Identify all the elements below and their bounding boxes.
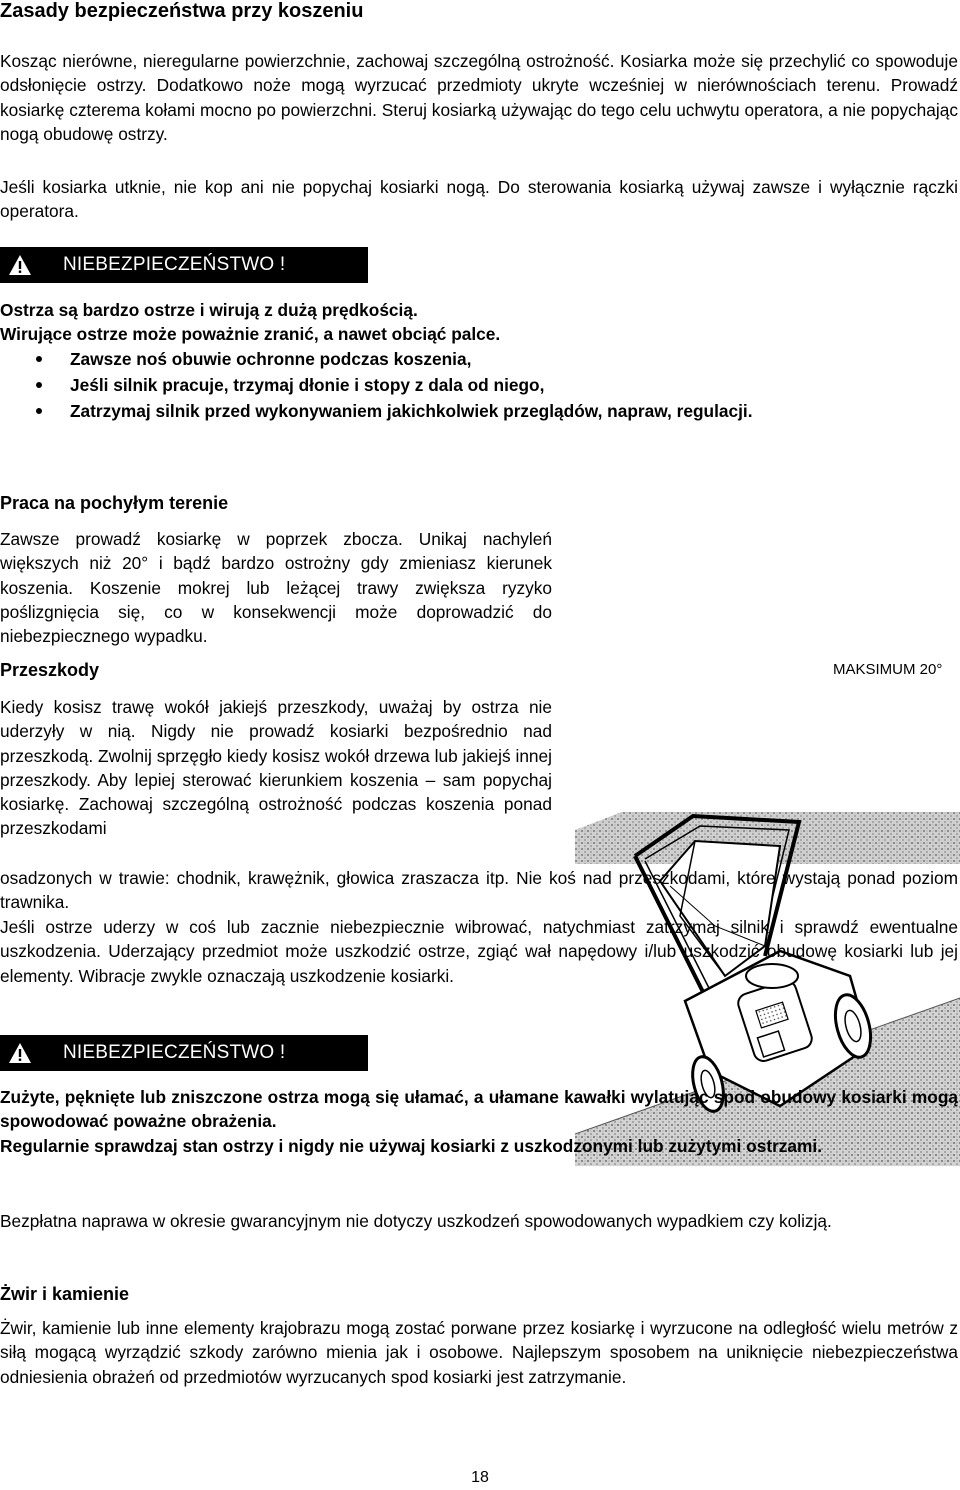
danger1-line1: Ostrza są bardzo ostrze i wirują z dużą prędkością. bbox=[0, 300, 418, 320]
stuck-paragraph: Jeśli kosiarka utknie, nie kop ani nie popychaj kosiarki nogą. Do sterowania kosiarką używaj zawsze i wyłącznie rączki operatora. bbox=[0, 177, 958, 222]
danger-section-2 bbox=[0, 1085, 958, 1158]
obstacles-paragraph-narrow: Kiedy kosisz trawę wokół jakiejś przeszkody, uważaj by ostrza nie uderzyły w nią. Nigdy nie prowadź kosiarki bezpośrednio nad przeszkodą. Zwolnij sprzęgło kiedy kosisz wokół drzewa lub jakiejś innej przeszkody. Aby lepiej sterować kierunkiem koszenia – sam popychaj kosiarkę. Zachowaj szczególną ostrożność podczas koszenia ponad przeszkodami bbox=[0, 697, 552, 839]
warning-icon bbox=[0, 1035, 40, 1071]
safety-bullets bbox=[0, 347, 958, 423]
danger2-line1: Zużyte, pęknięte lub zniszczone ostrza mogą się ułamać, a ułamane kawałki wylatując spod obudowy kosiarki mogą spowodować poważne obrażenia. bbox=[0, 1087, 958, 1132]
danger-label: NIEBEZPIECZEŃSTWO ! bbox=[63, 253, 286, 275]
slope-paragraph: Zawsze prowadź kosiarkę w poprzek zbocza. Unikaj nachyleń większych niż 20° i bądź bardzo ostrożny gdy zmieniasz kierunek koszenia. Koszenie mokrej lub leżącej trawy zwiększa ryzyko poślizgnięcia się, co w konsekwencji może doprowadzić do niebezpiecznego wypadku. bbox=[0, 529, 552, 647]
gravel-paragraph: Żwir, kamienie lub inne elementy krajobrazu mogą zostać porwane przez kosiarkę i wyrzucone na odległość wielu metrów z siłą mogącą wyrządzić szkody zarówno mienia jak i osobowe. Najlepszym sposobem na uniknięcie niebezpieczeństwa odniesienia obrażeń od przedmiotów wyrzucanych spod kosiarki jest zatrzymanie. bbox=[0, 1318, 958, 1387]
blade-hit-paragraph: Jeśli ostrze uderzy w coś lub zacznie niebezpiecznie wibrować, natychmiast zatrzymaj silnik i sprawdź ewentualne uszkodzenia. Uderzający przedmiot może uszkodzić ostrze, zgiąć wał napędowy i/lub uszkodzić obudowę kosiarki lub jej elementy. Wibracje zwykle oznaczają uszkodzenie kosiarki. bbox=[0, 917, 958, 986]
intro-paragraph: Kosząc nierówne, nieregularne powierzchnie, zachowaj szczególną ostrożność. Kosiarka może się przechylić co spowoduje odsłonięcie ostrzy. Dodatkowo noże mogą wyrzucać przedmioty ukryte wcześniej w nierównościach terenu. Prowadź kosiarkę czterema kołami mocno po powierzchni. Steruj kosiarką używając do tego celu uchwytu operatora, a nie popychając nogą obudowę ostrzy. bbox=[0, 51, 958, 144]
list-item: Jeśli silnik pracuje, trzymaj dłonie i stopy z dala od niego, bbox=[0, 373, 958, 399]
list-item: Zawsze noś obuwie ochronne podczas koszenia, bbox=[0, 347, 958, 373]
gravel-heading: Żwir i kamienie bbox=[0, 1284, 130, 1304]
danger1-line2: Wirujące ostrze może poważnie zranić, a nawet obciąć palce. bbox=[0, 324, 501, 345]
danger-section-1 bbox=[0, 298, 958, 423]
warranty-paragraph: Bezpłatna naprawa w okresie gwarancyjnym nie dotyczy uszkodzeń spowodowanych wypadkiem czy kolizją. bbox=[0, 1211, 832, 1231]
warning-icon bbox=[0, 247, 40, 283]
slope-heading: Praca na pochyłym terenie bbox=[0, 493, 229, 513]
obstacles-heading: Przeszkody bbox=[0, 660, 100, 680]
danger-banner bbox=[0, 247, 368, 283]
page-number: 18 bbox=[471, 1469, 489, 1486]
list-item: Zatrzymaj silnik przed wykonywaniem jakichkolwiek przeglądów, napraw, regulacji. bbox=[0, 399, 958, 423]
danger-banner-2 bbox=[0, 1035, 368, 1071]
page-title: Zasady bezpieczeństwa przy koszeniu bbox=[0, 0, 364, 22]
danger2-line2: Regularnie sprawdzaj stan ostrzy i nigdy nie używaj kosiarki z uszkodzonymi lub zużytymi ostrzami. bbox=[0, 1135, 823, 1156]
danger-label: NIEBEZPIECZEŃSTWO ! bbox=[63, 1041, 286, 1063]
obstacles-paragraph-wide: osadzonych w trawie: chodnik, krawężnik, głowica zraszacza itp. Nie koś nad przeszkodami, które wystają ponad poziom trawnika. bbox=[0, 868, 958, 913]
figure-max-label: MAKSIMUM 20° bbox=[833, 661, 943, 678]
